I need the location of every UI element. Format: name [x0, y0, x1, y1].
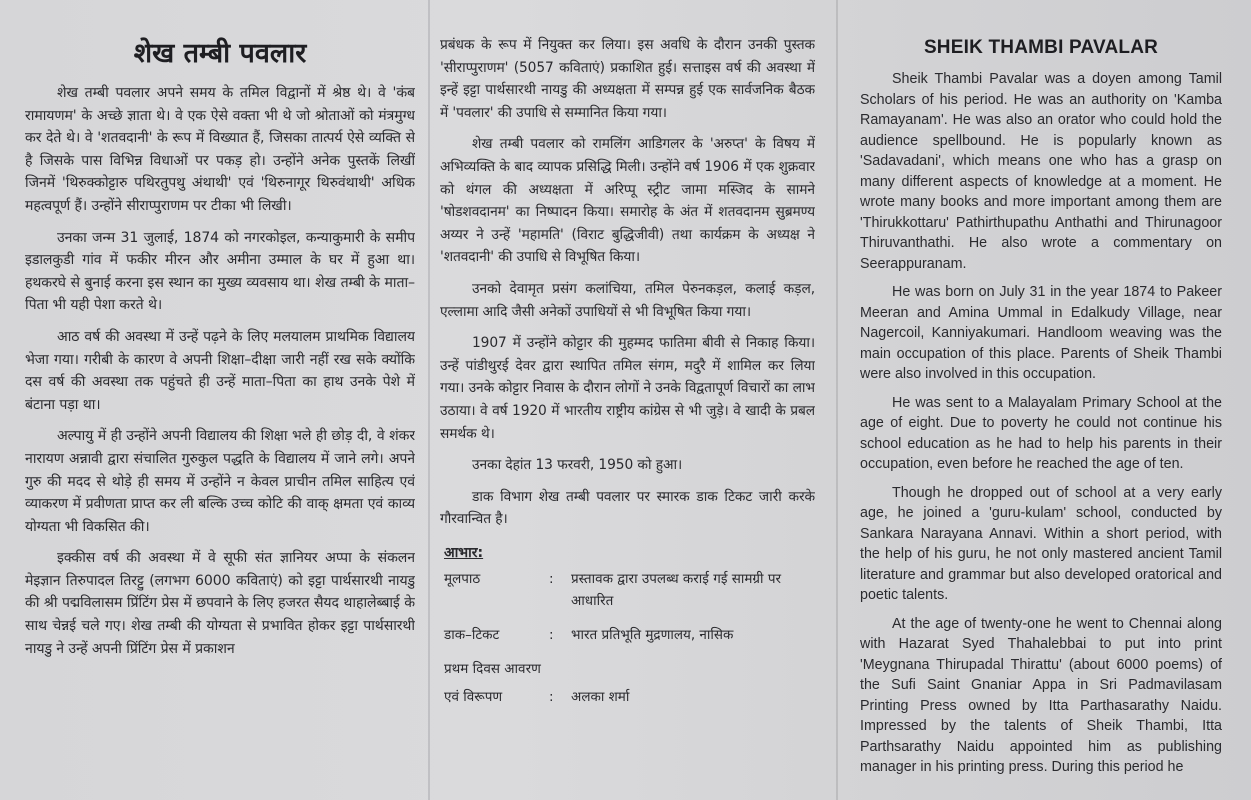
acknowledgement-row — [440, 568, 815, 612]
ack-colon: : — [549, 570, 554, 587]
english-paragraph: Though he dropped out of school at a very early age, he joined a 'guru-kulam' school, conducted by Sankara Narayana Annavi. Within a short period, with the help of his guru, he not only mastered ancient Tamil literature and grammar but also developed oratorical and poetic talents. — [860, 484, 1222, 603]
hindi-paragraph: उनका देहांत 13 फरवरी, 1950 को हुआ। — [472, 457, 683, 474]
ack-key: डाक–टिकट — [444, 626, 500, 643]
hindi-title: शेख तम्बी पवलार — [133, 38, 307, 69]
ack-key: प्रथम दिवस आवरण — [444, 660, 541, 677]
ack-value: अलका शर्मा — [571, 688, 630, 705]
ack-key: एवं विरूपण — [444, 688, 503, 705]
english-paragraph: At the age of twenty-one he went to Chennai along with Hazarat Syed Thahalebbai to put into print 'Meygnana Thirupadal Thirattu' (about 6000 poems) of the Sufi Saint Gnaniar Appa in Sri Padmavilasam Printing Press owned by Itta Parthasarathy Naidu. Impressed by the talents of Sheik Thambi, Itta Parthsarathy Naidu appointed him as publishing manager in his printing press. During this period he — [860, 615, 1222, 775]
ack-value: प्रस्तावक द्वारा उपलब्ध कराई गई सामग्री पर आधारित — [571, 570, 782, 609]
hindi-paragraph: 1907 में उन्होंने कोट्टार की मुहम्मद फातिमा बीवी से निकाह किया। उन्हें पांडीथुरई देवर द्वारा स्थापित तमिल संगम, मदुरै में शामिल कर लिया गया। उनके कोट्टार निवास के दौरान लोगों ने उनके विद्वतापूर्ण विचारों का लाभ उठाया। वे वर्ष 1920 में भारतीय राष्ट्रीय कांग्रेस से भी जुड़े। वे खादी के प्रबल समर्थक थे। — [440, 335, 815, 442]
english-paragraph: He was sent to a Malayalam Primary School at the age of eight. Due to poverty he could not continue his school education as he had to help his parents in their occupation, even before he reached the age of ten. — [860, 394, 1222, 472]
ack-value: भारत प्रतिभूति मुद्रणालय, नासिक — [571, 626, 734, 643]
hindi-paragraph: शेख तम्बी पवलार को रामलिंग आडिगलर के 'अरुप्त' के विषय में अभिव्यक्ति के बाद व्यापक प्रसिद्धि मिली। उन्होंने वर्ष 1906 में एक शुक्रवार को थंगल की अध्यक्षता में अरिप्पू स्ट्रीट जामा मस्जिद के सामने 'षोडशवदानम' का निष्पादन किया। समारोह के अंत में शतवदानम सुब्रमण्य अय्यर ने उन्हें 'महामति' (विराट बुद्धिजीवी) तथा कार्यक्रम के अध्यक्ष ने 'शतवदानी' की उपाधि से विभूषित किया। — [440, 136, 815, 266]
hindi-paragraph: आठ वर्ष की अवस्था में उन्हें पढ़ने के लिए मलयालम प्राथमिक विद्यालय भेजा गया। गरीबी के कारण वे अपनी शिक्षा–दीक्षा जारी नहीं रख सके क्योंकि दस वर्ष की अवस्था तक पहुंचते ही उन्हें माता–पिता का हाथ उनके पेशे में बंटाना पड़ा था। — [25, 328, 415, 413]
hindi-column-2 — [440, 0, 815, 720]
fold-line-left — [428, 0, 430, 800]
hindi-paragraph: उनको देवामृत प्रसंग कलांचिया, तमिल पेरुनकड़ल, कलाई कड़ल, एल्लामा आदि जैसी अनेकों उपाधियों से भी विभूषित किया गया। — [440, 280, 815, 320]
hindi-paragraph: इक्कीस वर्ष की अवस्था में वे सूफी संत ज्ञानियर अप्पा के संकलन मेइज्ञान तिरुपादल तिरट्टु (लगभग 6000 कविताएं) को इट्टा पार्थसारथी नायडु की श्री पद्मविलासम प्रिंटिंग प्रेस में छपवाने के लिए हजरत सैयद थाहालेब्बाई के साथ चेन्नई चले गए। शेख तम्बी की योग्यता से प्रभावित होकर इट्टा पार्थसारथी नायडु ने उन्हें अपनी प्रिंटिंग प्रेस में प्रकाशन — [25, 550, 415, 657]
hindi-paragraph: उनका जन्म 31 जुलाई, 1874 को नगरकोइल, कन्याकुमारी के समीप इडालकुडी गांव में फकीर मीरन और अमीना उम्माल के घर में हुआ था। हथकरघे से बुनाई करना इस स्थान का मुख्य व्यवसाय था। शेख तम्बी के माता–पिता भी यही पेशा करते थे। — [25, 229, 415, 314]
hindi-paragraph: डाक विभाग शेख तम्बी पवलार पर स्मारक डाक टिकट जारी करके गौरवान्वित है। — [440, 488, 815, 528]
ack-colon: : — [549, 688, 554, 705]
ack-colon: : — [549, 626, 554, 643]
acknowledgement-heading: आभार: — [444, 544, 484, 561]
ack-key: मूलपाठ — [444, 570, 481, 587]
hindi-paragraph: प्रबंधक के रूप में नियुक्त कर लिया। इस अवधि के दौरान उनकी पुस्तक 'सीराप्पुराणम' (5057 कविताएं) प्रकाशित हुई। सत्ताइस वर्ष की अवस्था में इन्हें इट्टा पार्थसारथी नायडु की अध्यक्षता में सम्पन्न हुई एक सार्वजनिक बैठक में 'पवलार' की उपाधि से सम्मानित किया गया। — [440, 37, 815, 121]
fold-line-right — [836, 0, 838, 800]
hindi-column-1 — [25, 0, 415, 669]
acknowledgement-row — [440, 658, 815, 680]
acknowledgement-row — [440, 624, 815, 646]
english-paragraph: He was born on July 31 in the year 1874 to Pakeer Meeran and Amina Ummal in Edalkudy Village, near Nagercoil, Kanniyakumari. Handloom weaving was the main occupation of this place. Parents of Sheik Thambi were also involved in this occupation. — [860, 284, 1222, 382]
english-column — [860, 0, 1222, 786]
english-title: SHEIK THAMBI PAVALAR — [923, 37, 1159, 58]
english-paragraph: Sheik Thambi Pavalar was a doyen among Tamil Scholars of his period. He was an authority on 'Kamba Ramayanam'. He was also an orator who could hold the audience spellbound. He is popularly known as 'Sadavadani', which means one who has a grasp on many different aspects of knowledge at a moment. He wrote many books and more important among them are 'Thirukkottaru' Pathirthupathu Anthathi and Thirunagoor Thiruvanthathi. He also wrote a commentary on Seerappuranam. — [860, 71, 1222, 272]
hindi-paragraph: अल्पायु में ही उन्होंने अपनी विद्यालय की शिक्षा भले ही छोड़ दी, वे शंकर नारायण अन्नावी द्वारा संचालित गुरुकुल पद्धति के विद्यालय में जाने लगे। अपने गुरु की मदद से थोड़े ही समय में उन्होंने न केवल प्राचीन तमिल साहित्य एवं व्याकरण में प्रवीणता प्राप्त कर ली बल्कि उच्च कोटि की वाक् क्षमता एवं काव्य योग्यता भी विकसित की। — [25, 428, 415, 535]
hindi-paragraph: शेख तम्बी पवलार अपने समय के तमिल विद्वानों में श्रेष्ठ थे। वे 'कंब रामायणम' के अच्छे ज्ञाता थे। वे एक ऐसे वक्ता भी थे जो श्रोताओं को मंत्रमुग्ध कर देते थे। वे 'शतवदानी' के रूप में विख्यात हैं, जिसका तात्पर्य ऐसे व्यक्ति से है जिसके पास विभिन्न विधाओं पर पकड़ हो। उन्होंने अनेक पुस्तकें लिखीं जिनमें 'थिरुक्कोट्टारु पथिरतुपथु अंथाथी' एवं 'थिरुनागूर थिरुवंथाथी' अधिक महत्वपूर्ण हैं। उन्होंने सीराप्पुराणम पर टीका भी लिखी। — [25, 85, 415, 214]
acknowledgement-row — [440, 686, 815, 708]
